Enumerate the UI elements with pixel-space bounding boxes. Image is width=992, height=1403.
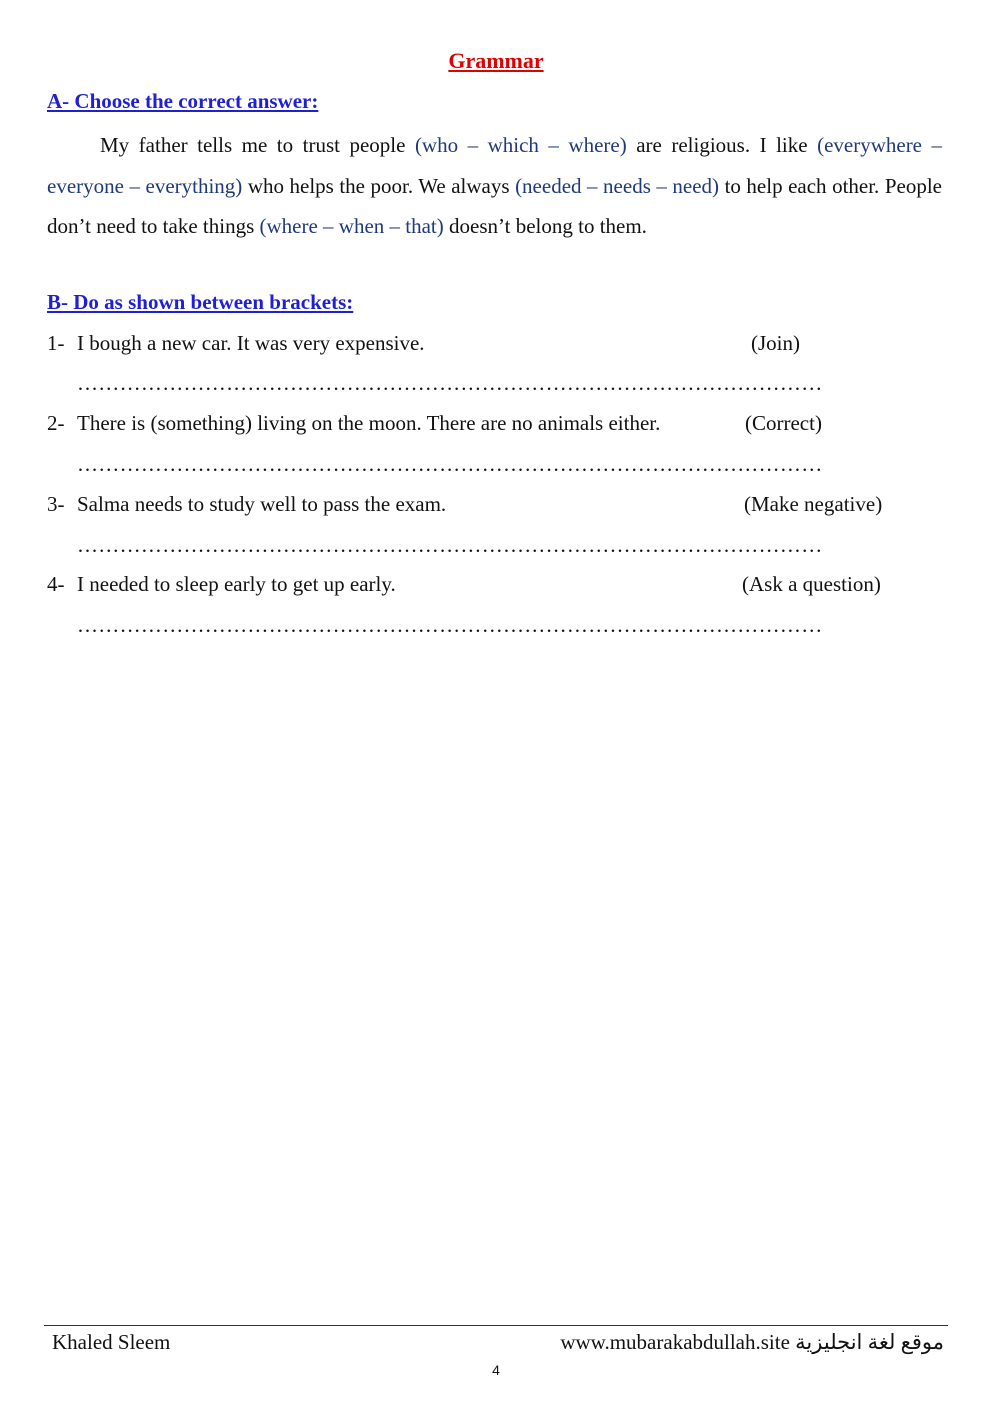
question-text: Salma needs to study well to pass the exam. [77,492,447,516]
footer-site-link[interactable]: www.mubarakabdullah.site موقع لغة انجليزية [560,1330,944,1354]
footer-author: Khaled Sleem [52,1330,171,1354]
answer-choices[interactable]: (who – which – where) [414,133,627,157]
question-number: 2- [47,411,65,435]
page-number: 4 [492,1362,500,1378]
answer-choices[interactable]: (needed – needs – need) [515,173,720,198]
sentence-fragment: doesn’t belong to them. [443,214,647,238]
question-number: 4- [47,572,65,596]
footer-divider [44,1325,948,1326]
question-4-instruction: (Ask a question) [742,572,881,596]
answer-choices[interactable]: (where – when – that) [259,214,444,238]
answer-line-2[interactable]: …………………………………………………………………………………………… [77,452,823,476]
sentence-fragment: who helps the poor. We always [242,173,516,198]
question-number: 3- [47,492,65,516]
question-3-instruction: (Make negative) [744,492,883,516]
sentence-fragment: My father tells me to trust people [100,133,415,157]
question-text: There is (something) living on the moon. There are no animals either. [77,411,661,435]
answer-line-1[interactable]: …………………………………………………………………………………………… [77,371,823,395]
sentence-fragment: are religious. I like [626,133,818,157]
sentence-fragment: to help each other. People don’t need to take things [47,173,942,238]
question-2-instruction: (Correct) [745,411,822,435]
paragraph-text [47,133,942,238]
answer-choices[interactable]: (everywhere – everyone – everything) [47,133,943,198]
section-b-heading: B- Do as shown between brackets: [47,290,354,314]
question-text: I bough a new car. It was very expensive. [77,331,425,355]
answer-line-3[interactable]: …………………………………………………………………………………………… [77,533,823,557]
answer-line-4[interactable]: …………………………………………………………………………………………… [77,613,823,637]
question-text: I needed to sleep early to get up early. [77,572,396,596]
question-1-instruction: (Join) [751,331,800,355]
question-number: 1- [47,331,65,355]
page-title: Grammar [448,48,544,73]
section-a-heading: A- Choose the correct answer: [47,89,319,113]
section-a-paragraph [47,125,942,247]
